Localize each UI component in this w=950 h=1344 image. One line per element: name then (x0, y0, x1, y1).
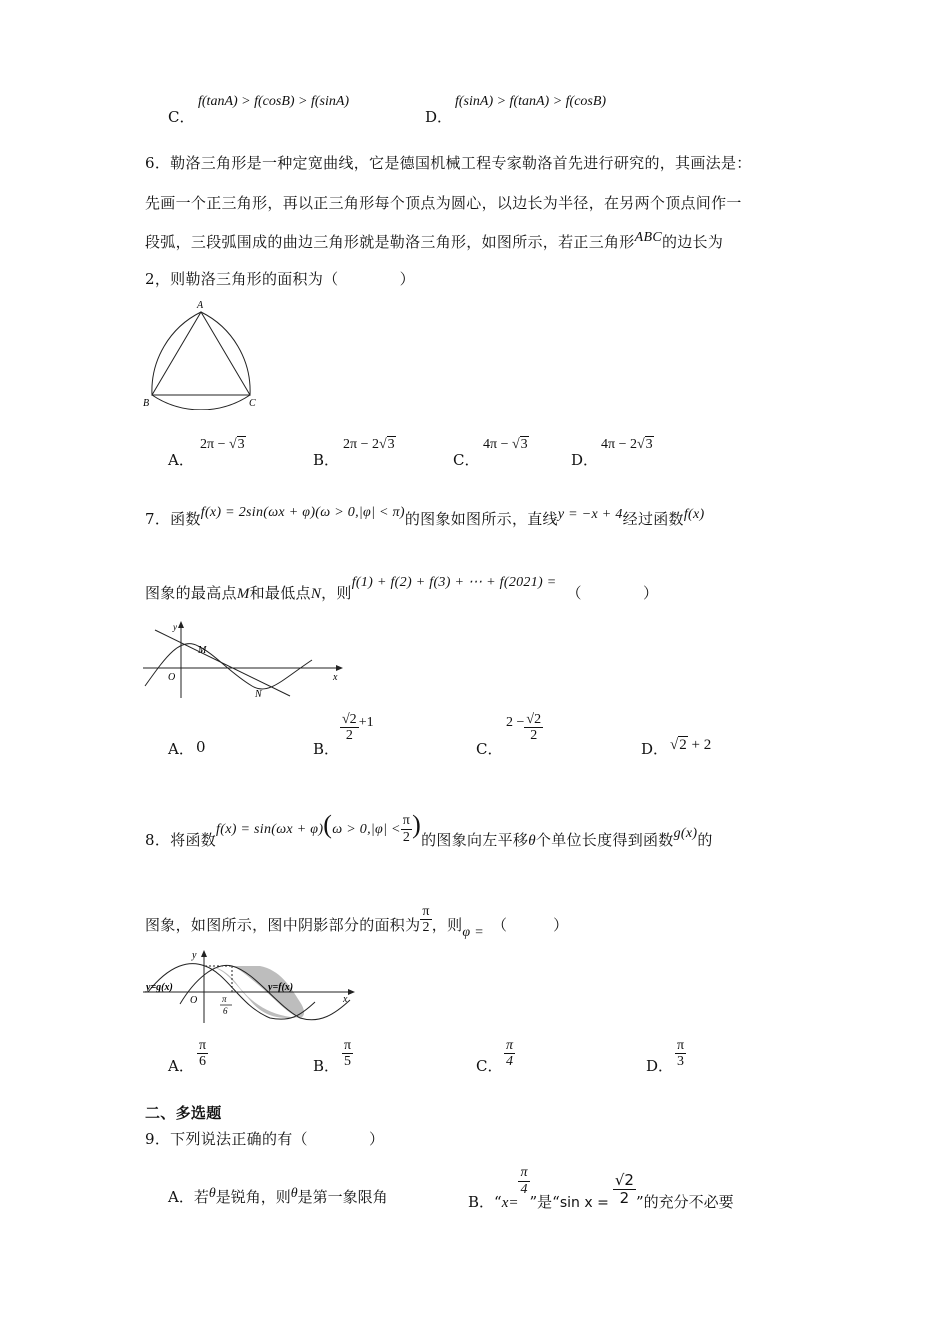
q8-line2-mid: ，则 (431, 915, 463, 934)
q7-option-a-label: A． (168, 740, 194, 758)
q8-pi6-num: π (222, 994, 227, 1004)
q5-option-d-label: D． (425, 108, 453, 126)
q8-pi6-den: 6 (223, 1006, 228, 1016)
q6-option-b-value: 2π − 2√3 (343, 437, 395, 452)
q8-x-axis-label: x (343, 994, 348, 1005)
q7-y-axis-label: y (173, 622, 177, 632)
q8-function: f(x) = sin(ωx + φ) (216, 822, 324, 837)
q5-option-d-expr: f(sinA) > f(tanA) > f(cosB) (455, 94, 607, 109)
q6-triangle-abc: ABC (634, 230, 662, 245)
q9-option-b-label: B． (468, 1193, 495, 1211)
q7-line-equation: y = −x + 4 (557, 507, 623, 522)
q8-paren: （ ） (491, 915, 569, 934)
q8-option-d-label: D． (646, 1057, 674, 1075)
vertex-a-label: A (197, 300, 204, 311)
vertex-b-label: B (143, 398, 150, 409)
q8-line1-mid2: 个单位长度得到函数 (535, 831, 674, 849)
q8-line1-pre: 8．将函数 (145, 831, 217, 849)
q7-sine-graph (140, 618, 350, 700)
q7-line2-pre: 图象的最高点 (145, 584, 237, 602)
q7-option-c-label: C． (476, 740, 503, 758)
q7-sum-expression: f(1) + f(2) + f(3) + ⋯ + f(2021) = (351, 575, 557, 590)
q7-line1-mid: 的图象如图所示，直线 (404, 510, 558, 528)
q6-option-d-label: D． (571, 451, 599, 469)
q6-option-a-value: 2π − √3 (200, 437, 245, 452)
q7-line2-post: ，则 (321, 584, 352, 602)
q7-x-axis-label: x (333, 672, 338, 683)
q7-line2 (145, 575, 659, 603)
q7-line1-post: 经过函数 (622, 510, 684, 528)
q6-option-d-value: 4π − 2√3 (601, 437, 653, 452)
q8-condition-fraction: $\frac{\pi}{2}$ (402, 813, 411, 845)
q5-option-c-expr: f(tanA) > f(cosB) > f(sinA) (198, 94, 350, 109)
q8-gx-curve-label: y=g(x) (146, 982, 173, 993)
q9-option-a-label: A． (168, 1188, 194, 1206)
q7-option-a-value: 0 (196, 738, 206, 756)
q8-option-a-label: A． (168, 1057, 194, 1075)
q7-option-d-label: D． (641, 740, 669, 758)
q7-fx: f(x) (683, 507, 705, 522)
q7-m-label: M (198, 645, 207, 656)
q8-gx: g(x) (673, 826, 698, 841)
q6-option-c-value: 4π − √3 (483, 437, 528, 452)
q8-y-axis-label: y (192, 950, 197, 961)
vertex-c-label: C (249, 398, 256, 409)
q8-option-b-label: B． (313, 1057, 340, 1075)
q6-line4: 2，则勒洛三角形的面积为（ ） (145, 270, 415, 288)
q9-option-a: A．若θ是锐角，则θ是第一象限角 (168, 1186, 388, 1206)
q7-point-n: N (310, 586, 322, 602)
q8-fx-curve-label: y=f(x) (268, 982, 294, 993)
q6-line1: 6．勒洛三角形是一种定宽曲线，它是德国机械工程专家勒洛首先进行研究的，其画法是： (145, 154, 752, 172)
q7-option-b-label: B． (313, 740, 340, 758)
q7-point-m: M (236, 586, 250, 602)
q8-option-d-value: $\frac{\pi}{3}$ (677, 1038, 685, 1070)
q6-line2: 先画一个正三角形，再以正三角形每个顶点为圆心，以边长为半径，在另两个顶点间作一 (145, 194, 742, 212)
q6-option-b-label: B． (313, 451, 340, 469)
section-title-multiple-choice: 二、多选题 (145, 1104, 222, 1122)
q7-option-c-value: 2 − $\frac{√2}{2}$ (506, 712, 542, 744)
q8-option-c-label: C． (476, 1057, 503, 1075)
q7-line2-mid: 和最低点 (249, 584, 311, 602)
q8-line2 (145, 904, 569, 942)
reuleaux-triangle-figure (140, 298, 270, 410)
q7-n-label: N (255, 689, 262, 700)
q8-line1 (145, 810, 713, 857)
q6-line3-post: 的边长为 (661, 233, 724, 251)
q8-line2-pre: 图象，如图所示，图中阴影部分的面积为 (145, 915, 421, 934)
q8-line1-mid: 的图象向左平移 (421, 831, 529, 849)
q9-option-b: B．“x= $\frac{\pi}{4}$ ”是“sin x = $\frac{√2}{2}$ ”的充分不必要 (468, 1165, 734, 1211)
q8-shifted-sine-graph (140, 944, 365, 1024)
q7-option-b-value: $\frac{√2}{2}$ +1 (342, 712, 374, 744)
q8-theta: θ (528, 833, 536, 849)
q8-option-a-value: $\frac{\pi}{6}$ (199, 1038, 207, 1070)
q6-option-c-label: C． (453, 451, 480, 469)
q8-phi: φ = (462, 924, 484, 940)
q8-paren-close: ) (412, 810, 422, 839)
q5-option-c-label: C． (168, 108, 195, 126)
q8-origin-label: O (190, 995, 198, 1006)
q8-paren-open: ( (323, 810, 333, 839)
q8-option-b-value: $\frac{\pi}{5}$ (344, 1038, 352, 1070)
q9-stem: 9．下列说法正确的有（ ） (145, 1130, 385, 1148)
q8-option-c-value: $\frac{\pi}{4}$ (506, 1038, 514, 1070)
q8-condition: ω > 0,|φ| < (332, 822, 401, 837)
q6-line3-pre: 段弧，三段弧围成的曲边三角形就是勒洛三角形，如图所示，若正三角形 (145, 233, 635, 251)
q7-line1-pre: 7．函数 (145, 510, 201, 528)
q6-line3 (145, 231, 723, 252)
q7-line1 (145, 505, 705, 529)
q8-line1-post: 的 (697, 831, 713, 849)
q8-area-fraction: $\frac{\pi}{2}$ (422, 904, 430, 936)
q7-option-d-value: √2 + 2 (670, 737, 712, 753)
q7-paren: （ ） (566, 584, 659, 602)
q7-origin-label: O (168, 672, 176, 683)
q7-function: f(x) = 2sin(ωx + φ)(ω > 0,|φ| < π) (200, 505, 405, 520)
q6-option-a-label: A． (168, 451, 194, 469)
